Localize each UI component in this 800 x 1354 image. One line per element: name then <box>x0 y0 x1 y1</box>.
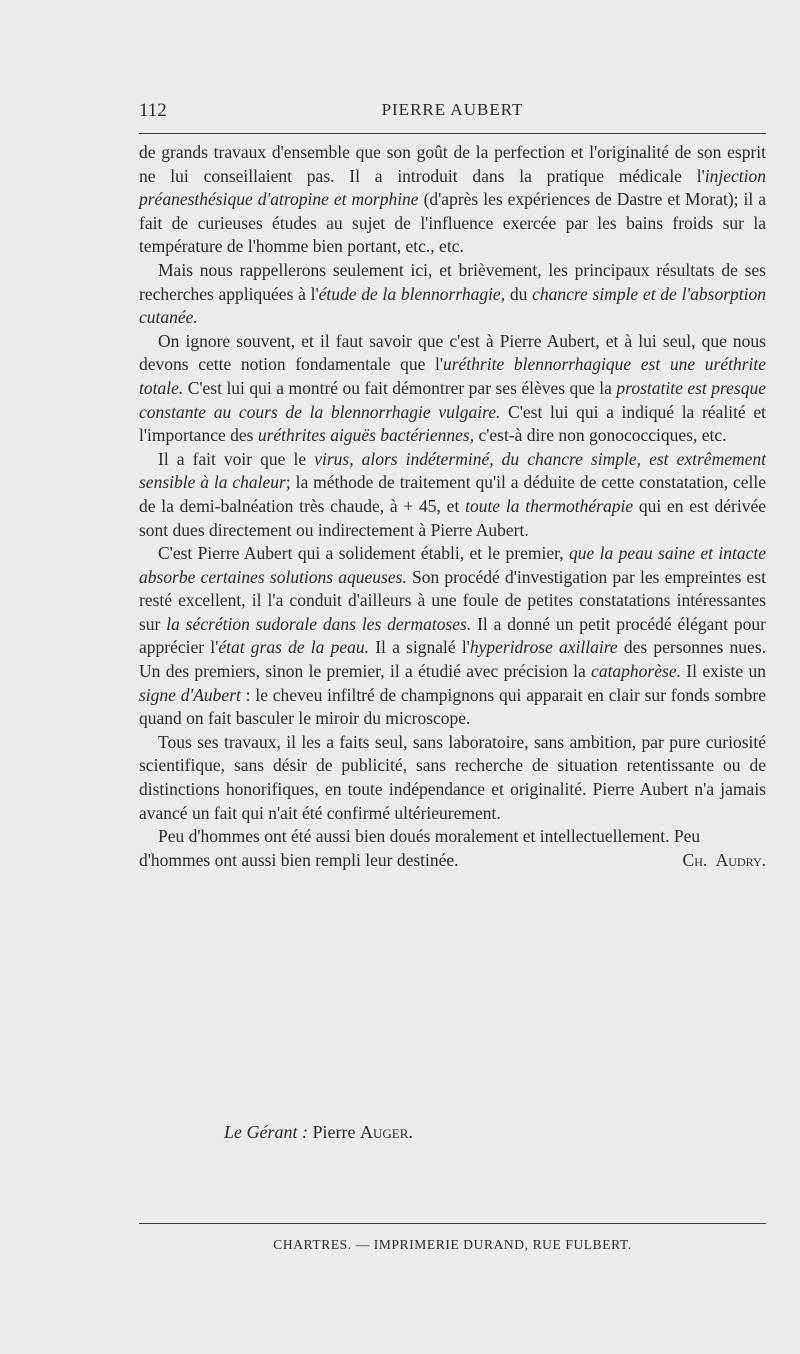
text-run: C'est lui qui a indiqué la réalité et l'importance des <box>139 401 766 446</box>
gerant-name: Pierre <box>312 1122 356 1142</box>
text-run: Peu d'hommes ont été aussi bien doués moralement et intellectuellement. Peu d'hommes ont aussi bien rempli leur destinée. <box>139 826 701 870</box>
running-head: PIERRE AUBERT <box>381 100 524 119</box>
paragraph-4 <box>139 448 766 542</box>
text-run: de grands travaux d'ensemble que son goût de la perfection et l'originalité de son esprit ne lui conseillaient pas. Il a introduit dans la pratique médicale l' <box>139 142 766 186</box>
italic-run: état gras de la peau. <box>218 637 369 658</box>
italic-run: injection préanesthésique d'atropine et morphine <box>139 165 766 210</box>
italic-run: la sécrétion sudorale dans les dermatoses. <box>166 613 472 634</box>
italic-run: uréthrite blennorrhagique est une uréthrite totale. <box>139 354 766 398</box>
text-run: c'est-à dire non gonococciques, etc. <box>474 425 727 446</box>
text-run: Son procédé d'investigation par les empreintes est resté excellent, il l'a conduit d'ailleurs à une foule de petites constatations intéressantes sur <box>139 566 766 634</box>
text-run: C'est Pierre Aubert qui a solidement établi, et le premier, <box>158 543 569 564</box>
footer-rule <box>139 1223 766 1224</box>
italic-run: hyperidrose axillaire <box>469 637 618 658</box>
text-run: des personnes nues. Un des premiers, sinon le premier, il a étudié avec précision la <box>139 637 767 682</box>
text-run: Il existe un <box>680 661 766 682</box>
italic-run: cataphorèse. <box>591 661 681 682</box>
italic-run: virus, alors indéterminé, du chancre simple, est extrêmement sensible à la chaleur <box>139 448 766 493</box>
text-run: On ignore souvent, et il faut savoir que c'est à Pierre Aubert, et à lui seul, que nous devons cette notion fondamentale que l' <box>139 330 766 375</box>
gerant-surname: Auger. <box>359 1122 413 1142</box>
text-run: , du <box>500 283 533 304</box>
page-header <box>139 100 766 124</box>
text-run: Mais nous rappellerons seulement ici, et brièvement, les principaux résultats de ses recherches appliquées à l' <box>139 259 766 304</box>
author-signature <box>660 849 766 873</box>
italic-run: prostatite est presque constante au cours de la blennorrhagie vulgaire. <box>139 377 766 422</box>
text-run: Il a fait voir que le <box>158 448 315 469</box>
signature-name: Audry. <box>715 849 766 870</box>
text-run: (d'après les expériences de Dastre et Morat); il a fait de curieuses études au sujet de l'influence exercée par les bains froids sur la température de l'homme bien portant, etc., etc. <box>139 189 767 257</box>
text-run: : le cheveu infiltré de champignons qui apparait en clair sur fonds sombre quand on fait basculer le miroir du microscope. <box>139 684 766 729</box>
signature-initial: Ch. <box>682 849 708 870</box>
paragraph-6: Tous ses travaux, il les a faits seul, sans laboratoire, sans ambition, par pure curiosité scientifique, sans désir de publicité, sans recherche de situation retentissante ou de distinctions honorifiques, en toute indépendance et originalité. Pierre Aubert n'a jamais avancé un fait qui n'ait été confirmé ultérieurement. <box>139 731 766 823</box>
paragraph-7 <box>139 825 766 872</box>
italic-run: étude de la blennorrhagie <box>318 283 501 304</box>
gerant-label: Le Gérant : <box>224 1122 308 1142</box>
italic-run: que la peau saine et intacte absorbe certaines solutions aqueuses. <box>139 543 766 587</box>
gerant-line <box>224 1122 413 1143</box>
paragraph-3 <box>139 330 766 448</box>
article-body <box>139 141 766 872</box>
italic-run: uréthrites aiguës bactériennes, <box>257 425 475 446</box>
printer-imprint: CHARTRES. — IMPRIMERIE DURAND, RUE FULBERT. <box>273 1237 632 1252</box>
italic-run: toute la thermothérapie <box>465 495 634 516</box>
italic-run: signe d'Aubert <box>139 684 241 705</box>
text-run: C'est lui qui a montré ou fait démontrer par ses élèves que la <box>183 377 617 398</box>
text-run: Il a donné un petit procédé élégant pour apprécier l' <box>139 613 766 658</box>
paragraph-2 <box>139 259 766 330</box>
paragraph-1 <box>139 141 766 259</box>
text-run: qui en est dérivée sont dues directement ou indirectement à Pierre Aubert. <box>139 495 766 540</box>
italic-run: chancre simple et de l'absorption cutanée. <box>139 283 767 328</box>
header-rule <box>139 133 766 134</box>
page-number: 112 <box>139 100 167 121</box>
paragraph-5 <box>139 542 766 731</box>
text-run: ; la méthode de traitement qu'il a déduite de cette constatation, celle de la demi-balnéation très chaude, à + 45, et <box>139 472 767 516</box>
text-run: Il a signalé l' <box>369 637 470 658</box>
